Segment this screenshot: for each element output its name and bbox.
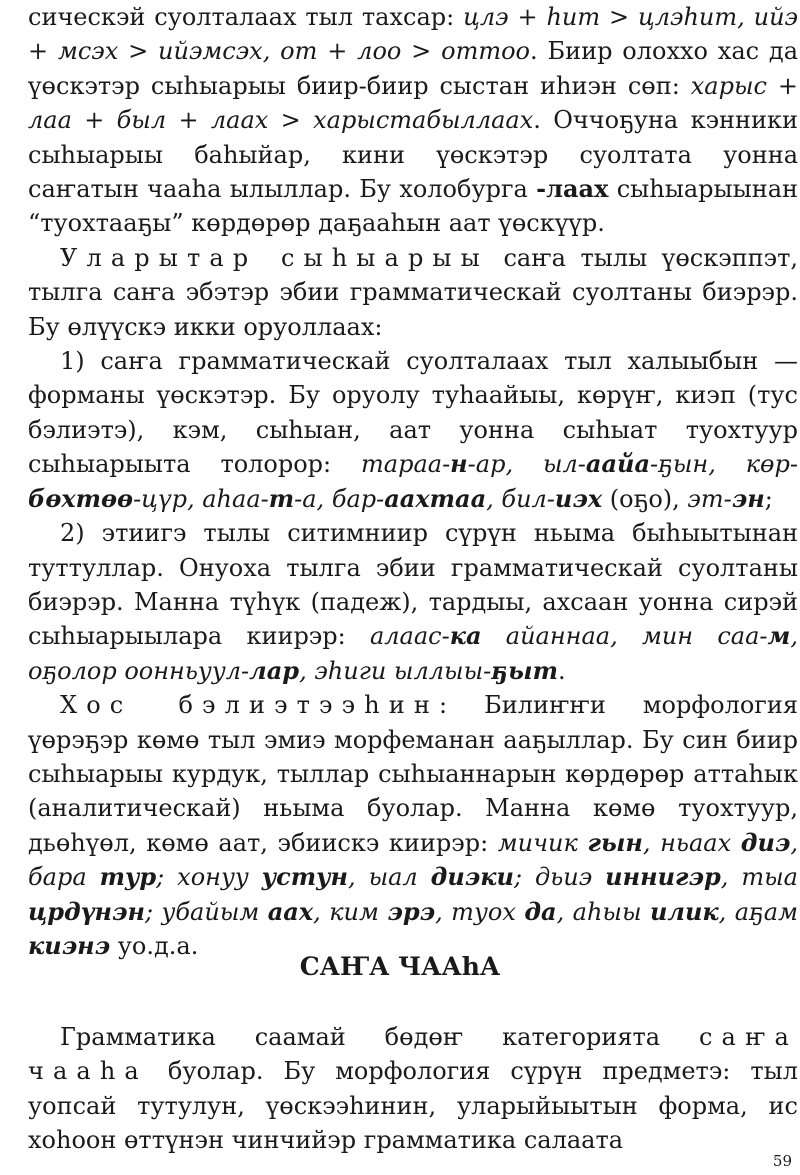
- paragraph-5: [28, 688, 798, 963]
- paragraph-after-heading: [28, 1020, 798, 1158]
- suffix-bold: н: [450, 449, 468, 479]
- suffix-bold: ка: [449, 621, 482, 651]
- paragraph-4: [28, 516, 798, 688]
- example-italic: -цүр, аhаа-: [133, 484, 269, 513]
- example-italic: ; дьиэ: [513, 863, 606, 892]
- text-segment: (оҕо),: [602, 484, 688, 513]
- example-italic: , эhиги ыллыы-: [299, 656, 492, 685]
- suffix-bold: диэки: [430, 862, 514, 892]
- suffix-bold: устун: [261, 862, 348, 892]
- suffix-bold: эрэ: [387, 896, 436, 926]
- spaced-term: Уларытар сыhыарыы: [60, 243, 489, 272]
- example-italic: , бил-: [486, 484, 555, 513]
- text-segment: ;: [764, 484, 773, 513]
- example-italic: , аhыы: [556, 897, 650, 926]
- suffix-bold: т: [268, 483, 295, 513]
- text-segment: 2) этиигэ тылы ситимниир сүрүн ньыма быhыытынан туттуллар. Онуоха тылга эбии грамматическай суолтаны биэрэр. Манна түhүк (падеж), тардыы, ахсаан уонна сирэй сыhыарыылара киирэр:: [28, 519, 798, 651]
- suffix-bold: киэнэ: [28, 930, 111, 960]
- text-segment: Грамматика саамай бөдөҥ категорията: [60, 1023, 699, 1051]
- section-text: [28, 1020, 798, 1158]
- section-heading: САҤА ЧААhА: [299, 952, 501, 981]
- suffix-bold: иннигэр: [605, 862, 721, 892]
- example-italic: , аҕам: [718, 897, 798, 926]
- text-segment: . Биир олоххо хас да үөскэтэр сыhыарыы биир-биир сыстан иhиэн сөп:: [28, 37, 798, 100]
- spaced-term: Хос бэлиэтээhин: [60, 691, 439, 720]
- suffix-bold: м: [767, 621, 791, 651]
- spaced-term: саҥа чааhа: [28, 1023, 798, 1086]
- suffix-bold: аах: [267, 896, 314, 926]
- suffix-bold: ҕыт: [491, 655, 558, 685]
- example-italic: , оҕолор оонньуул-: [28, 622, 798, 685]
- example-italic: , ким: [313, 897, 388, 926]
- example-italic: айаннаа, мин саа-: [481, 622, 768, 651]
- suffix-bold: црдүнэн: [28, 896, 145, 926]
- suffix-bold: иэх: [554, 483, 603, 513]
- text-segment: уо.д.а.: [110, 931, 199, 960]
- example-italic: -ар, ыл-: [467, 450, 586, 479]
- example-italic: , туох: [435, 897, 525, 926]
- example-italic: -ҕын, көр-: [650, 450, 798, 479]
- paragraph-2: [28, 241, 798, 344]
- suffix-bold: да: [524, 896, 557, 926]
- text-segment: 1) саҥа грамматическай суолталаах тыл халыыбын — форманы үөскэтэр. Бу оруолу туhаайыы, көрүҥ, киэп (тус бэлиэтэ), кэм, сыhыан, аат уонна сыhыат туохтуур сыhыарыыта толорор:: [28, 347, 798, 479]
- suffix-bold: диэ: [740, 827, 791, 857]
- text-segment: . Оччоҕуна кэнники сыhыарыы баhыйар, кини үөскэтэр суолтата уонна саҥатын чааhа ылыллар. Бу холобурга: [28, 106, 798, 204]
- example-italic: эт-: [687, 484, 732, 513]
- text-segment: .: [557, 656, 566, 685]
- text-segment: саҥа тылы үөскэппэт, тылга саҥа эбэтэр эбии грамматическай суолтаны биэрэр. Бу өлүүскэ икки оруоллаах:: [28, 243, 798, 341]
- paragraph-3: [28, 344, 798, 516]
- suffix-bold: тур: [99, 862, 157, 892]
- example-italic: алаас-: [369, 622, 450, 651]
- example-italic: , ньаах: [642, 828, 741, 857]
- example-italic: тараа-: [361, 450, 451, 479]
- example-italic: , тыа: [720, 863, 798, 892]
- suffix-bold: аахтаа: [384, 483, 487, 513]
- page-number: 59: [772, 1152, 792, 1170]
- suffix-bold: илик: [649, 896, 719, 926]
- example-italic: харыс + лаа + был + лаах > харыстабыллаах: [28, 71, 798, 135]
- suffix-bold: бөхтөө: [28, 483, 134, 513]
- main-text: [28, 0, 798, 963]
- paragraph-1: [28, 0, 798, 241]
- suffix-bold: -лаах: [536, 174, 609, 204]
- text-segment: буолар. Бу морфология сүрүн предметэ: тыл уопсай тутулун, үөскээhинин, уларыйыытын форма, ис хоhоон өттүнэн чинчийэр грамматика салаата: [28, 1057, 798, 1155]
- example-italic: мичик: [497, 828, 588, 857]
- example-italic: цлэ + hит > цлэhит, ийэ + мсэх > ийэмсэх, от + лоо > оттоо: [28, 3, 798, 66]
- example-italic: ; хонуу: [156, 863, 262, 892]
- suffix-bold: аайа: [585, 449, 651, 479]
- text-segment: : Билиҥҥи морфология үөрэҕэр көмө тыл эмиэ морфеманан ааҕыллар. Бу син биир сыhыарыы курдук, тыллар сыhыаннарын көрдөрөр аттаhык (аналитическай) ньыма буолар. Манна көмө туохтуур, дьөhүөл, көмө аат, эбиискэ киирэр:: [28, 691, 798, 857]
- example-italic: ; убайым: [144, 897, 268, 926]
- text-segment: сическэй суолталаах тыл тахсар:: [28, 3, 464, 31]
- example-italic: , бара: [28, 828, 799, 892]
- suffix-bold: гын: [587, 827, 643, 857]
- suffix-bold: лар: [249, 655, 300, 685]
- text-segment: сыhыарыынан “туохтааҕы” көрдөрөр даҕааhын аат үөскүүр.: [28, 175, 798, 238]
- example-italic: , ыал: [347, 863, 431, 892]
- suffix-bold: эн: [731, 483, 765, 513]
- example-italic: -а, бар-: [294, 484, 385, 513]
